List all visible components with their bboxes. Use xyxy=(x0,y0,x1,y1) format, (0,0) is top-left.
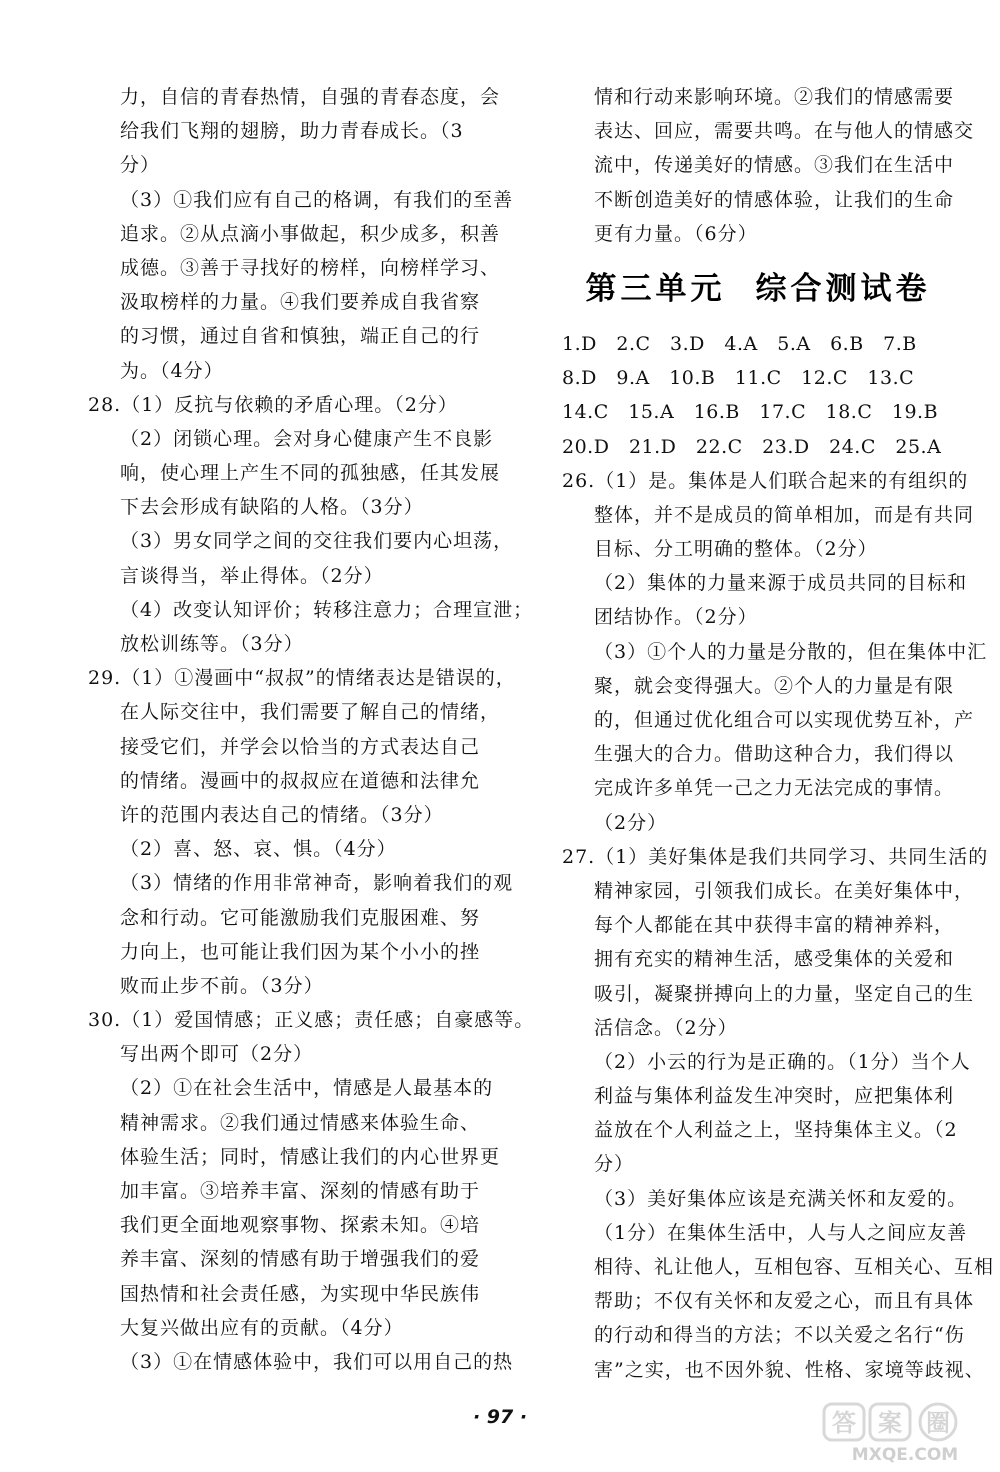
answer-line: （2）①在社会生活中，情感是人最基本的 xyxy=(120,1077,494,1100)
right-column-continued-answers xyxy=(562,80,975,251)
answer-line: 的情绪。漫画中的叔叔应在道德和法律允 xyxy=(120,769,481,792)
answer-line: 26.（1）是。集体是人们联合起来的有组织的 xyxy=(562,469,969,492)
answer-line: （1分）在集体生活中，人与人之间应友善 xyxy=(594,1221,968,1244)
answer-line: （2）集体的力量来源于成员共同的目标和 xyxy=(594,572,968,595)
answer-line: 分） xyxy=(594,1153,635,1176)
answer-line: （3）男女同学之间的交往我们要内心坦荡， xyxy=(120,530,514,553)
right-column-question-answers xyxy=(562,464,995,1387)
answer-line: 团结协作。（2分） xyxy=(594,606,758,629)
answer-line: 更有力量。（6分） xyxy=(594,222,758,245)
answer-line: 追求。②从点滴小事做起，积少成多，积善 xyxy=(120,222,501,245)
answer-line: 整体，并不是成员的简单相加，而是有共同 xyxy=(594,503,975,526)
answer-line: （2）闭锁心理。会对身心健康产生不良影 xyxy=(120,427,494,450)
answer-line: 败而止步不前。（3分） xyxy=(120,974,324,997)
mc-answer-row: 14.C 15.A 16.B 17.C 18.C 19.B xyxy=(562,401,939,424)
answer-line: 念和行动。它可能激励我们克服困难、努 xyxy=(120,906,481,929)
answer-line: 分） xyxy=(120,154,161,177)
answer-line: 吸引，凝聚拼搏向上的力量，坚定自己的生 xyxy=(594,982,975,1005)
answer-line: 力向上，也可能让我们因为某个小小的挫 xyxy=(120,940,481,963)
multiple-choice-answers xyxy=(562,327,954,464)
answer-line: 养丰富、深刻的情感有助于增强我们的爱 xyxy=(120,1248,481,1271)
answer-line: 目标、分工明确的整体。（2分） xyxy=(594,538,878,561)
answer-line: 利益与集体利益发生冲突时，应把集体利 xyxy=(594,1085,955,1108)
mc-answer-row: 20.D 21.D 22.C 23.D 24.C 25.A xyxy=(562,435,942,458)
answer-line: 言谈得当，举止得体。（2分） xyxy=(120,564,384,587)
answer-line: 流中，传递美好的情感。③我们在生活中 xyxy=(594,154,955,177)
answer-line: 相待、礼让他人，互相包容、互相关心、互相 xyxy=(594,1256,995,1278)
svg-text:案: 案 xyxy=(878,1409,902,1437)
answer-line: 不断创造美好的情感体验，让我们的生命 xyxy=(594,188,955,211)
answer-line: 聚，就会变得强大。②个人的力量是有限 xyxy=(594,674,955,697)
answer-line: 表达、回应，需要共鸣。在与他人的情感交 xyxy=(594,120,975,143)
answer-line: 每个人都能在其中获得丰富的精神养料， xyxy=(594,914,955,937)
answer-line: （2）小云的行为是正确的。（1分）当个人 xyxy=(594,1050,971,1073)
svg-text:答: 答 xyxy=(832,1409,856,1437)
mc-answer-row: 1.D 2.C 3.D 4.A 5.A 6.B 7.B xyxy=(562,332,917,355)
watermark-logo xyxy=(820,1400,990,1464)
answer-line: 成德。③善于寻找好的榜样，向榜样学习、 xyxy=(120,256,501,279)
svg-text:圈: 圈 xyxy=(926,1409,950,1437)
answer-line: 的习惯，通过自省和慎独，端正自己的行 xyxy=(120,325,481,348)
answer-line: 加丰富。③培养丰富、深刻的情感有助于 xyxy=(120,1180,481,1202)
answer-line: 精神需求。②我们通过情感来体验生命、 xyxy=(120,1111,481,1134)
answer-line: 情和行动来影响环境。②我们的情感需要 xyxy=(594,86,955,108)
answer-line: 害”之实，也不因外貌、性格、家境等歧视、 xyxy=(594,1358,985,1381)
answer-line: 我们更全面地观察事物、探索未知。④培 xyxy=(120,1214,481,1237)
section-title-test: 综合测试卷 xyxy=(755,270,931,307)
svg-text:MXQE.COM: MXQE.COM xyxy=(851,1445,959,1465)
answer-line: 为。（4分） xyxy=(120,359,224,382)
answer-line: 体验生活；同时，情感让我们的内心世界更 xyxy=(120,1145,501,1168)
answer-line: 许的范围内表达自己的情绪。（3分） xyxy=(120,803,444,826)
answer-line: 汲取榜样的力量。④我们要养成自我省察 xyxy=(120,291,481,314)
section-title xyxy=(562,251,954,327)
answer-line: 接受它们，并学会以恰当的方式表达自己 xyxy=(120,735,481,758)
answer-line: （3）美好集体应该是充满关怀和友爱的。 xyxy=(594,1187,968,1210)
answer-line: 在人际交往中，我们需要了解自己的情绪， xyxy=(120,701,501,724)
answer-line: （3）①我们应有自己的格调，有我们的至善 xyxy=(120,188,514,211)
answer-line: 国热情和社会责任感，为实现中华民族伟 xyxy=(120,1282,481,1305)
answer-line: 完成许多单凭一己之力无法完成的事情。 xyxy=(594,777,955,800)
answer-line: 精神家园，引领我们成长。在美好集体中， xyxy=(594,879,975,902)
answer-line: 29.（1）①漫画中“叔叔”的情绪表达是错误的， xyxy=(88,667,516,690)
answer-line: （2）喜、怒、哀、惧。（4分） xyxy=(120,838,397,861)
answer-line: （3）①个人的力量是分散的，但在集体中汇 xyxy=(594,640,988,663)
right-column xyxy=(562,80,995,1387)
answer-line: 帮助；不仅有关怀和友爱之心，而且有具体 xyxy=(594,1290,975,1313)
answer-line: （4）改变认知评价；转移注意力；合理宣泄； xyxy=(120,598,534,621)
answer-line: 放松训练等。（3分） xyxy=(120,633,304,655)
answer-line: 拥有充实的精神生活，感受集体的关爱和 xyxy=(594,948,955,971)
answer-line: 28.（1）反抗与依赖的矛盾心理。（2分） xyxy=(88,393,458,416)
answer-line: 写出两个即可（2分） xyxy=(120,1043,314,1066)
answer-line: 活信念。（2分） xyxy=(594,1016,738,1039)
answer-line: 的，但通过优化组合可以实现优势互补，产 xyxy=(594,709,975,731)
answer-line: 大复兴做出应有的贡献。（4分） xyxy=(120,1316,404,1339)
section-title-unit: 第三单元 xyxy=(585,270,726,307)
answer-line: 27.（1）美好集体是我们共同学习、共同生活的 xyxy=(562,845,989,868)
answer-line: 给我们飞翔的翅膀，助力青春成长。（3 xyxy=(120,120,464,143)
mc-answer-row: 8.D 9.A 10.B 11.C 12.C 13.C xyxy=(562,367,915,390)
answer-line: 响，使心理上产生不同的孤独感，任其发展 xyxy=(120,462,501,485)
answer-line: （3）①在情感体验中，我们可以用自己的热 xyxy=(120,1350,514,1373)
answer-line: 力，自信的青春热情，自强的青春态度，会 xyxy=(120,86,501,108)
answer-line: （2分） xyxy=(594,811,668,834)
answer-line: （3）情绪的作用非常神奇，影响着我们的观 xyxy=(120,872,514,895)
answer-line: 30.（1）爱国情感；正义感；责任感；自豪感等。 xyxy=(88,1009,535,1032)
answer-line: 益放在个人利益之上，坚持集体主义。（2 xyxy=(594,1119,958,1142)
answer-line: 生强大的合力。借助这种合力，我们得以 xyxy=(594,743,955,766)
answer-line: 下去会形成有缺陷的人格。（3分） xyxy=(120,496,424,519)
page-number: · 97 · xyxy=(472,1406,528,1428)
answer-line: 的行动和得当的方法；不以关爱之名行“伤 xyxy=(594,1324,965,1347)
left-column xyxy=(88,80,535,1379)
